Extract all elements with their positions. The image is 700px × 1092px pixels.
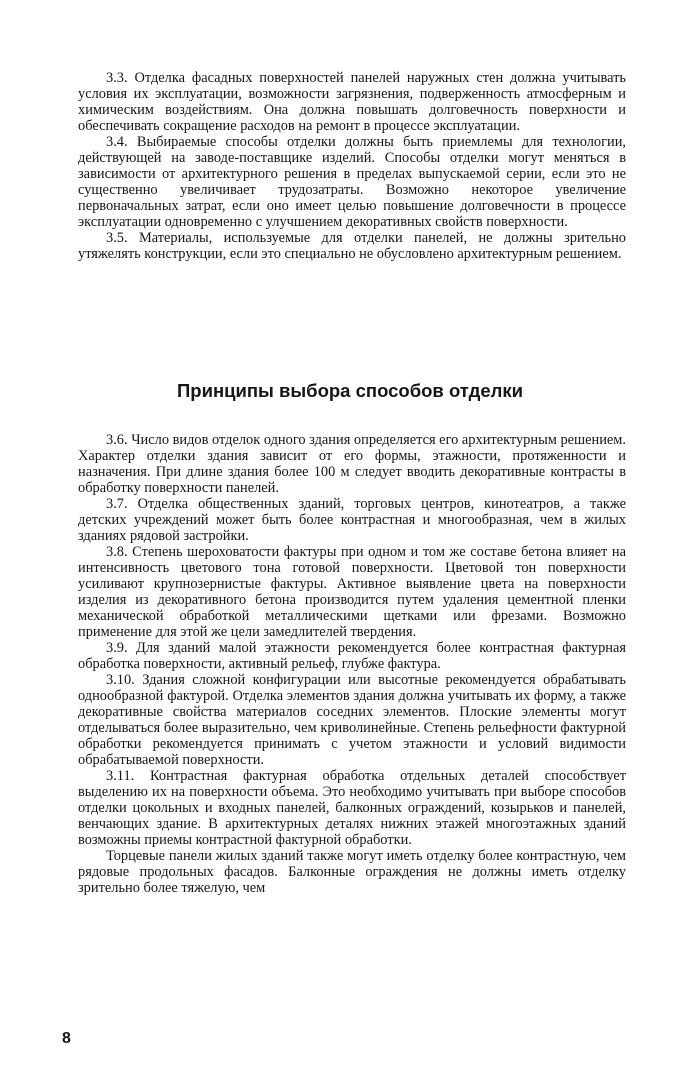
- section-principles: [78, 432, 626, 896]
- paragraph-3-7: 3.7. Отделка общественных зданий, торговых центров, кинотеатров, а также детских учреждений может быть более контрастная и многообразная, чем в жилых зданиях рядовой застройки.: [78, 496, 626, 544]
- paragraph-3-11: 3.11. Контрастная фактурная обработка отдельных деталей способствует выделению их на поверхности объема. Это необходимо учитывать при выборе способов отделки цокольных и входных панелей, балконных ограждений, козырьков и панелей, венчающих здание. В архитектурных деталях нижних этажей многоэтажных зданий возможны приемы контрастной фактурной обработки.: [78, 768, 626, 848]
- paragraph-3-8: 3.8. Степень шероховатости фактуры при одном и том же составе бетона влияет на интенсивность цветового тона готовой поверхности. Цветовой тон поверхности усиливают крупнозернистые фактуры. Активное выявление цвета на поверхности изделия из декоративного бетона производится путем удаления цементной пленки механической обработкой металлическими щетками или фрезами. Возможно применение для этой же цели замедлителей твердения.: [78, 544, 626, 640]
- paragraph-3-4: 3.4. Выбираемые способы отделки должны быть приемлемы для технологии, действующей на заводе-поставщике изделий. Способы отделки могут меняться в зависимости от архитектурного решения в пределах выпускаемой серии, если это не существенно увеличивает трудозатраты. Возможно некоторое увеличение первоначальных затрат, если оно имеет целью повышение долговечности в процессе эксплуатации одновременно с улучшением декоративных свойств поверхности.: [78, 134, 626, 230]
- paragraph-3-6: 3.6. Число видов отделок одного здания определяется его архитектурным решением. Характер отделки здания зависит от его формы, этажности, протяженности и назначения. При длине здания более 100 м следует вводить декоративные контрасты в обработку поверхности панелей.: [78, 432, 626, 496]
- paragraph-3-3: 3.3. Отделка фасадных поверхностей панелей наружных стен должна учитывать условия их эксплуатации, возможности загрязнения, подверженность атмосферным и химическим воздействиям. Она должна повышать долговечность поверхности и обеспечивать сокращение расходов на ремонт в процессе эксплуатации.: [78, 70, 626, 134]
- section-requirements: [78, 70, 626, 262]
- page-number: 8: [62, 1030, 71, 1047]
- paragraph-3-5: 3.5. Материалы, используемые для отделки панелей, не должны зрительно утяжелять конструкции, если это специально не обусловлено архитектурным решением.: [78, 230, 626, 262]
- paragraph-3-10: 3.10. Здания сложной конфигурации или высотные рекомендуется обрабатывать однообразной фактурой. Отделка элементов здания должна учитывать их форму, а также декоративные свойства материалов соседних элементов. Плоские элементы могут отделываться более выразительно, чем криволинейные. Степень рельефности фактурной обработки рекомендуется принимать с учетом этажности и условий видимости обрабатываемой поверхности.: [78, 672, 626, 768]
- section-heading: Принципы выбора способов отделки: [176, 380, 524, 401]
- paragraph-3-9: 3.9. Для зданий малой этажности рекомендуется более контрастная фактурная обработка поверхности, активный рельеф, глубже фактура.: [78, 640, 626, 672]
- paragraph-end-panels: Торцевые панели жилых зданий также могут иметь отделку более контрастную, чем рядовые продольных фасадов. Балконные ограждения не должны иметь отделку зрительно более тяжелую, чем: [78, 848, 626, 896]
